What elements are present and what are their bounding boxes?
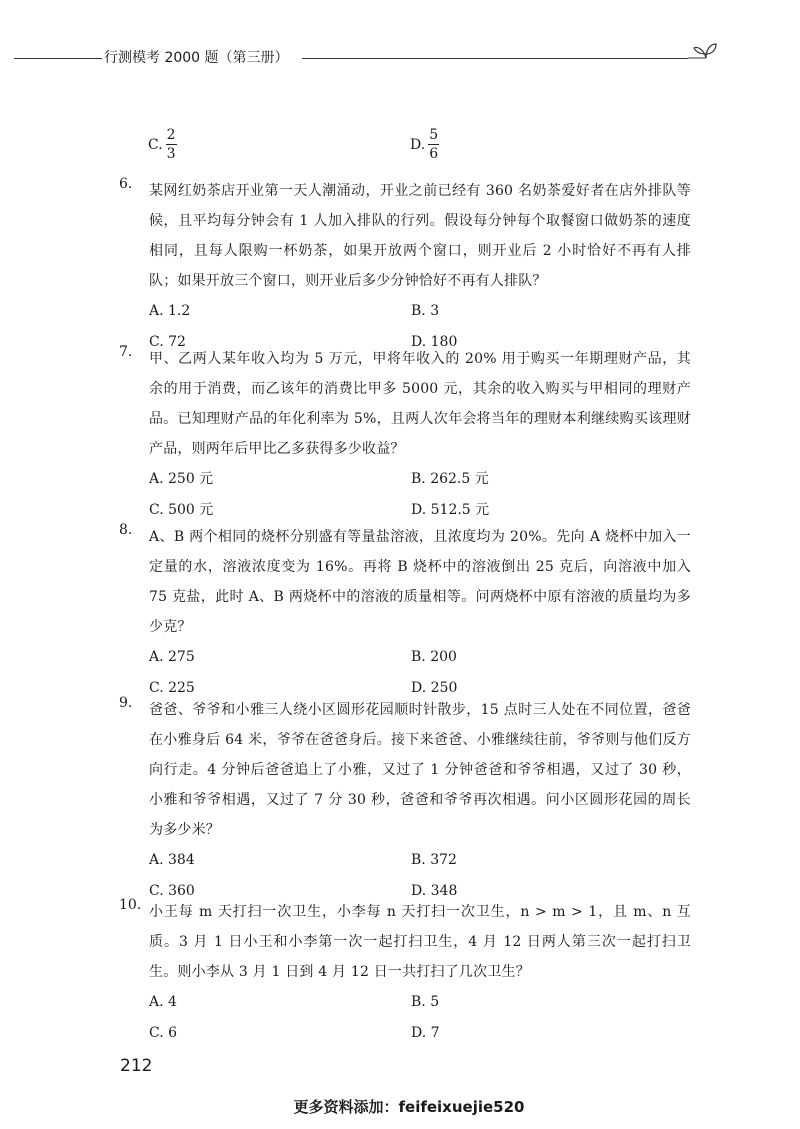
question-text: A、B 两个相同的烧杯分别盛有等量盐溶液，且浓度均为 20%。先向 A 烧杯中加入一定量的水，溶液浓度变为 16%。再将 B 烧杯中的溶液倒出 25 克后，向溶液中加入 75 克盐，此时 A、B 两烧杯中的溶液的质量相等。问两烧杯中原有溶液的质量均为多少克？ bbox=[149, 529, 691, 635]
option-d: D. 512.5 元 bbox=[411, 502, 490, 518]
option-d: D. 348 bbox=[411, 883, 458, 899]
question-text: 某网红奶茶店开业第一天人潮涌动，开业之前已经有 360 名奶茶爱好者在店外排队等候，且平均每分钟会有 1 人加入排队的行列。假设每分钟每个取餐窗口做奶茶的速度相同，且每人限购一杯奶茶，如果开放两个窗口，则开业后 2 小时恰好不再有人排队；如果开放三个窗口，则开业后多少分钟恰好不再有人排队？ bbox=[149, 183, 691, 289]
option-a: A. 250 元 bbox=[149, 471, 214, 487]
option-d-fraction bbox=[410, 126, 439, 163]
question-7 bbox=[119, 344, 691, 526]
question-10 bbox=[119, 897, 691, 1049]
option-b: B. 262.5 元 bbox=[411, 471, 489, 487]
option-c: C. 6 bbox=[149, 1025, 178, 1041]
question-number: 6. bbox=[119, 176, 133, 192]
numerator: 2 bbox=[166, 127, 176, 143]
running-header bbox=[0, 44, 800, 72]
question-number: 7. bbox=[119, 344, 133, 360]
option-c: C. 225 bbox=[149, 680, 195, 696]
question-9 bbox=[119, 695, 691, 907]
option-a: A. 4 bbox=[149, 994, 177, 1010]
header-title: 行测模考 2000 题（第三册） bbox=[104, 50, 289, 66]
option-label: C. bbox=[148, 136, 163, 153]
page-number: 212 bbox=[120, 1056, 153, 1076]
option-c: C. 72 bbox=[149, 334, 186, 350]
option-d: D. 180 bbox=[411, 334, 458, 350]
option-b: B. 200 bbox=[411, 649, 457, 665]
question-text: 小王每 m 天打扫一次卫生，小李每 n 天打扫一次卫生，n > m > 1，且 m、n 互质。3 月 1 日小王和小李第一次一起打扫卫生，4 月 12 日两人第三次一起打扫卫生。则小李从 3 月 1 日到 4 月 12 日一共打扫了几次卫生？ bbox=[149, 904, 691, 980]
question-number: 9. bbox=[119, 695, 133, 711]
question-text: 甲、乙两人某年收入均为 5 万元，甲将年收入的 20% 用于购买一年期理财产品，其余的用于消费，而乙该年的消费比甲多 5000 元，其余的收入购买与甲相同的理财产品。已知理财产品的年化利率为 5%，且两人次年会将当年的理财本利继续购买该理财产品，则两年后甲比乙多获得多少收益？ bbox=[149, 351, 691, 457]
option-a: A. 275 bbox=[149, 649, 195, 665]
option-a: A. 1.2 bbox=[149, 303, 191, 319]
sprout-icon bbox=[682, 38, 722, 68]
denominator: 6 bbox=[429, 146, 439, 162]
question-8 bbox=[119, 522, 691, 704]
option-c: C. 500 元 bbox=[149, 502, 214, 518]
option-label: D. bbox=[410, 136, 426, 153]
option-d: D. 7 bbox=[411, 1025, 440, 1041]
option-c: C. 360 bbox=[149, 883, 195, 899]
option-d: D. 250 bbox=[411, 680, 458, 696]
numerator: 5 bbox=[429, 127, 439, 143]
fraction bbox=[166, 126, 177, 163]
previous-question-options bbox=[148, 126, 708, 176]
fraction bbox=[428, 126, 439, 163]
denominator: 3 bbox=[166, 146, 176, 162]
question-number: 8. bbox=[119, 522, 133, 538]
option-a: A. 384 bbox=[149, 852, 195, 868]
option-c-fraction bbox=[148, 126, 177, 163]
header-rule-right bbox=[302, 58, 688, 59]
question-text: 爸爸、爷爷和小雅三人绕小区圆形花园顺时针散步，15 点时三人处在不同位置，爸爸在小雅身后 64 米，爷爷在爸爸身后。接下来爸爸、小雅继续往前，爷爷则与他们反方向行走。4 分钟后爸爸追上了小雅，又过了 1 分钟爸爸和爷爷相遇，又过了 30 秒，小雅和爷爷相遇，又过了 7 分 30 秒，爸爸和爷爷再次相遇。问小区圆形花园的周长为多少米？ bbox=[149, 702, 691, 838]
option-b: B. 3 bbox=[411, 303, 440, 319]
answer-options bbox=[149, 987, 691, 1049]
answer-options bbox=[149, 464, 691, 526]
option-b: B. 372 bbox=[411, 852, 457, 868]
option-b: B. 5 bbox=[411, 994, 440, 1010]
question-number: 10. bbox=[119, 897, 142, 913]
header-rule-left bbox=[14, 58, 102, 59]
footer-note: 更多资料添加：feifeixuejie520 bbox=[293, 1098, 525, 1116]
question-6 bbox=[119, 176, 691, 358]
